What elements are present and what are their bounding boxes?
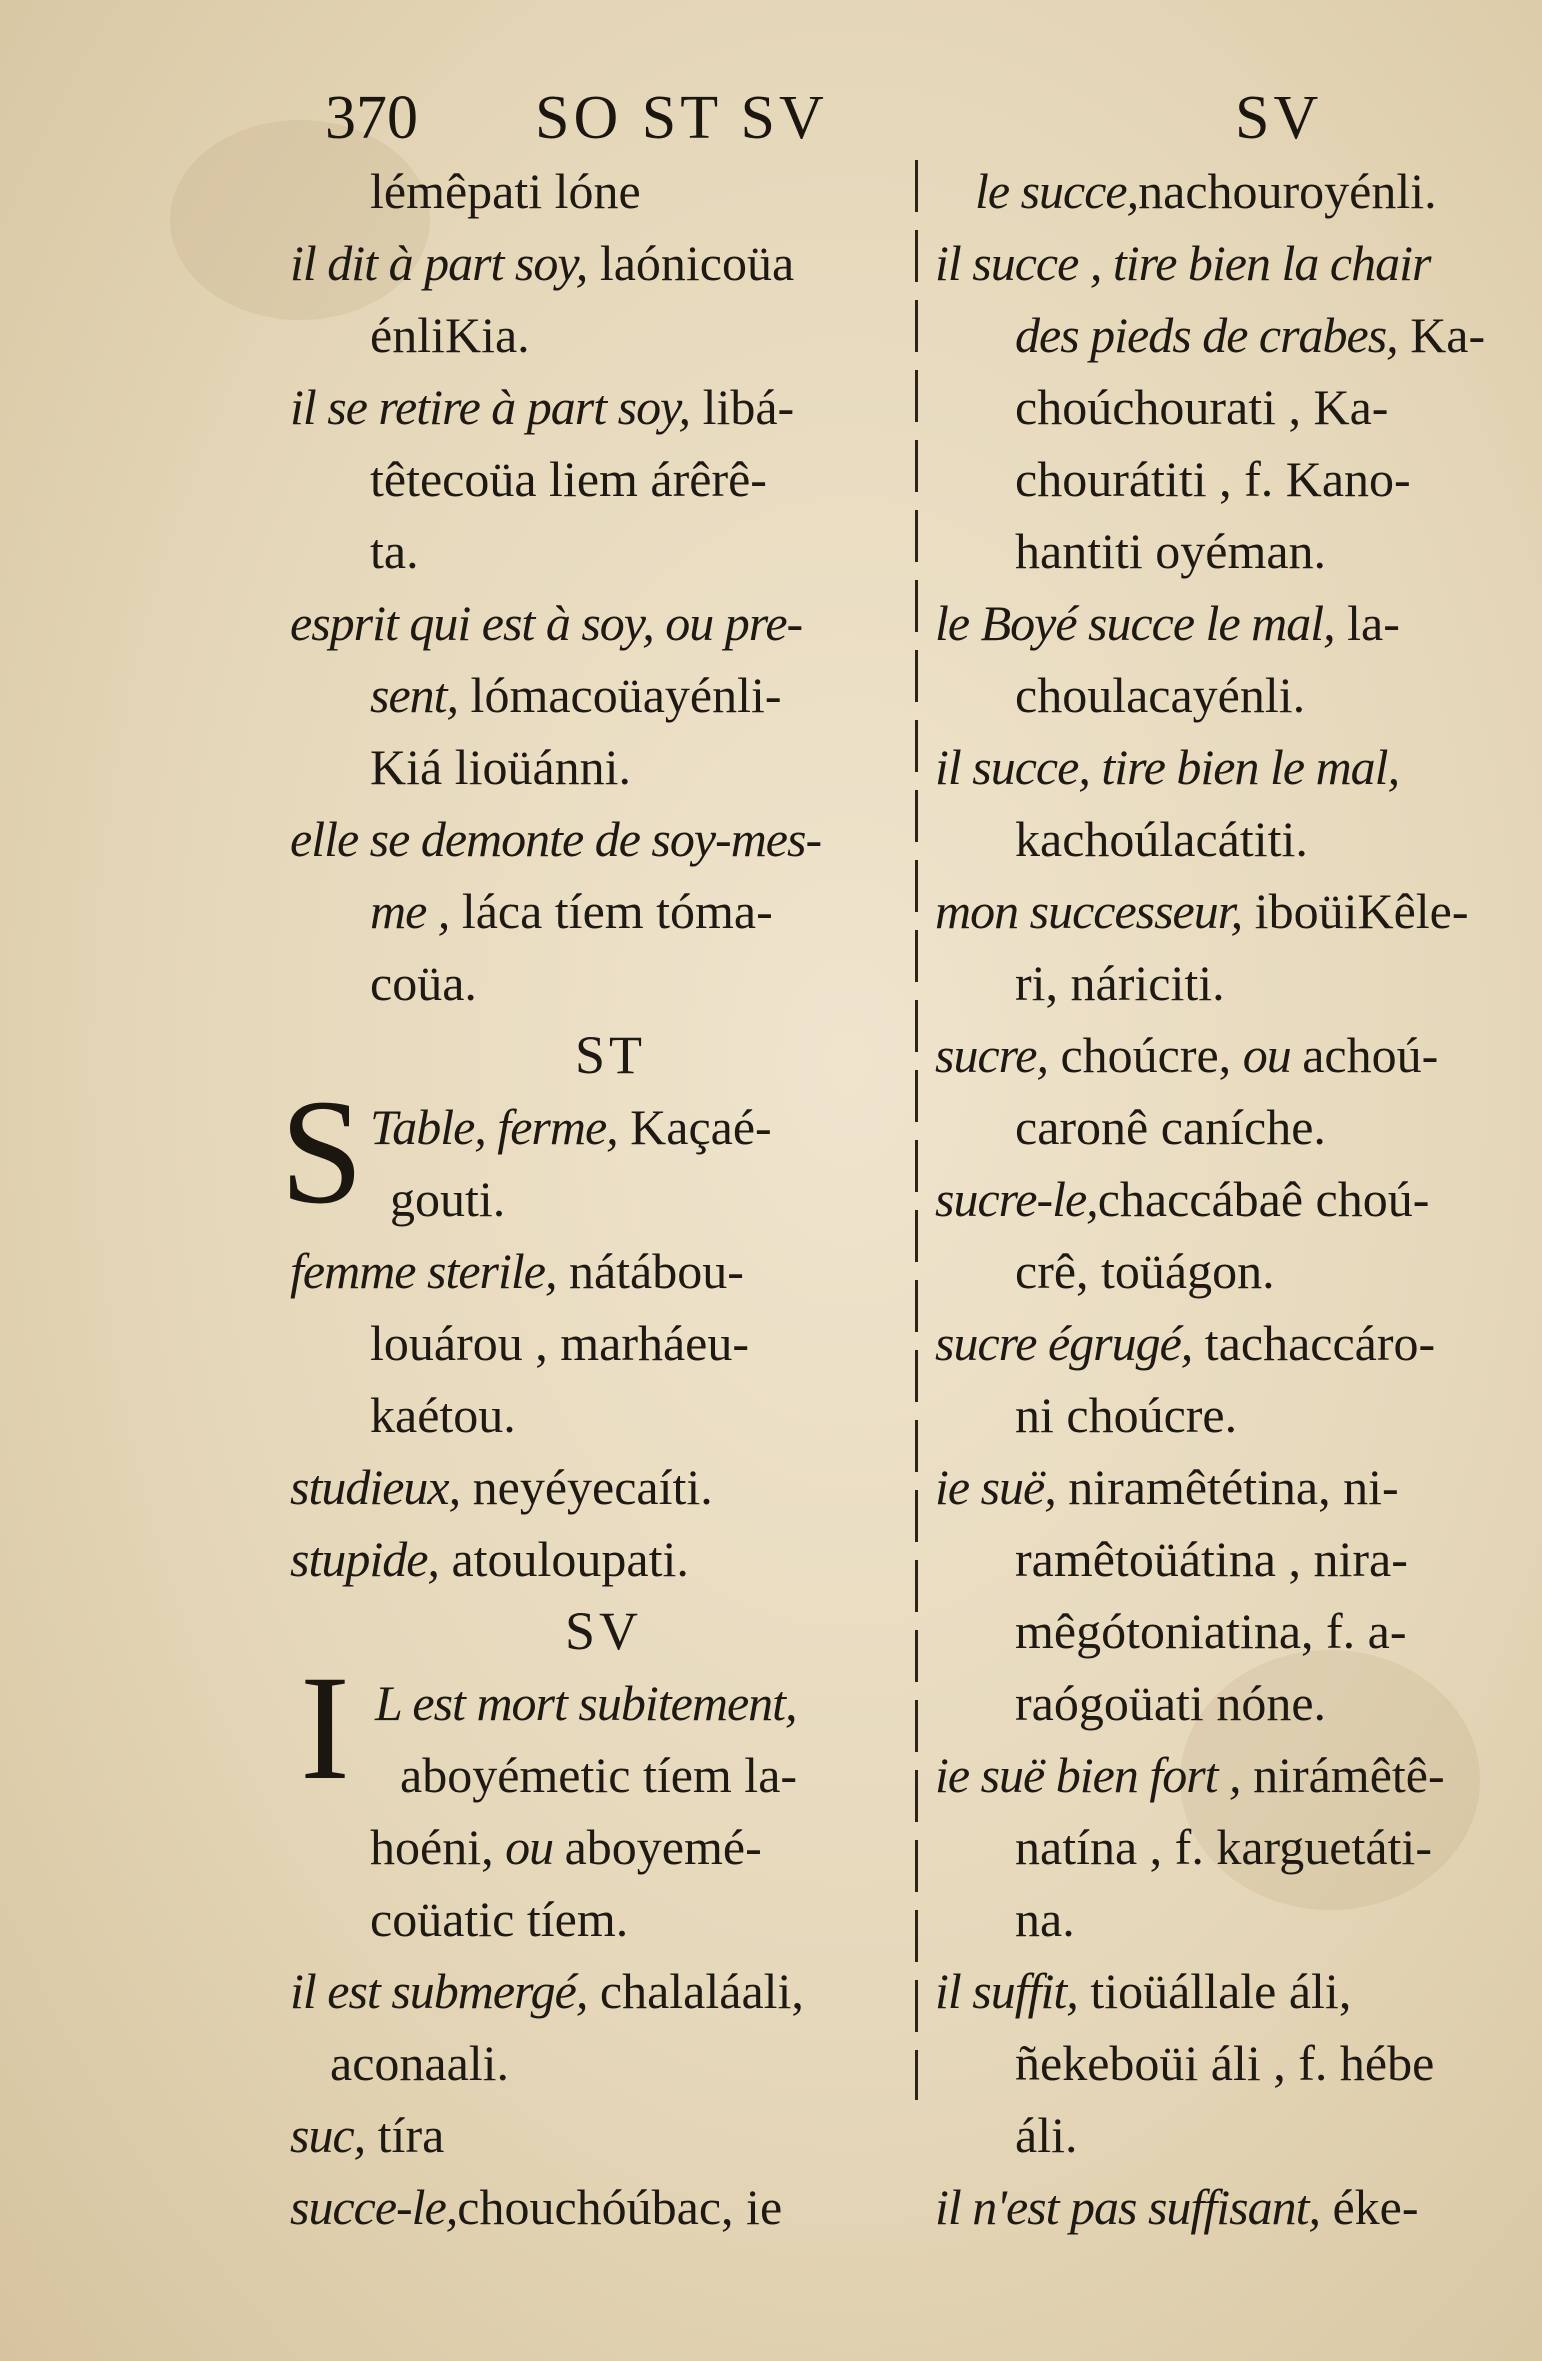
- entry-line: [935, 1595, 1542, 1667]
- st-entry: [280, 1069, 970, 1235]
- entry-line: [935, 1307, 1542, 1379]
- entry-line: [290, 1955, 970, 2027]
- entry-line: [290, 1091, 970, 1163]
- entry-line: [290, 875, 970, 947]
- left-column: [280, 155, 970, 2243]
- carib-term: laónicoüa: [587, 235, 795, 291]
- french-term: le Boyé succe le mal,: [935, 595, 1335, 651]
- french-term: me ,: [370, 883, 450, 939]
- carib-term: têtecoüa liem árêrê-: [370, 451, 767, 507]
- entry-line: [290, 2027, 970, 2099]
- carib-term: énliKia.: [370, 307, 530, 363]
- french-term: sent,: [370, 667, 459, 723]
- carib-term: lómacoüayénli-: [458, 667, 782, 723]
- right-column: [935, 155, 1542, 2243]
- carib-term: crê, toüágon.: [1015, 1243, 1275, 1299]
- entry-line: [290, 1451, 970, 1523]
- carib-term: ta.: [370, 523, 419, 579]
- entry-line: [935, 1883, 1542, 1955]
- carib-term: caronê caníche.: [1015, 1099, 1326, 1155]
- carib-term: aboyémetic tíem la-: [400, 1747, 798, 1803]
- dropcap-i: I: [300, 1645, 350, 1811]
- carib-term: neyéyecaíti.: [460, 1459, 713, 1515]
- french-term: ie suë,: [935, 1459, 1056, 1515]
- entry-line: [290, 587, 970, 659]
- french-term: Table, ferme,: [370, 1099, 618, 1155]
- french-term: sucre,: [935, 1027, 1048, 1083]
- left-running-head: SO ST SV: [535, 84, 828, 152]
- french-term: il se retire à part soy,: [290, 379, 691, 435]
- entry-line: [290, 1235, 970, 1307]
- carib-term: libá-: [690, 379, 795, 435]
- entry-line: [290, 1811, 970, 1883]
- carib-term: natína , f. karguetáti-: [1015, 1819, 1432, 1875]
- french-term: il est submergé,: [290, 1963, 588, 2019]
- entry-line: [290, 1307, 970, 1379]
- carib-term: choúcre,: [1047, 1027, 1232, 1083]
- entry-line: [935, 2027, 1542, 2099]
- entry-line: [290, 515, 970, 587]
- entry-line: [935, 1667, 1542, 1739]
- carib-term: kachoúlacátiti.: [1015, 811, 1308, 867]
- carib-term: ri, náriciti.: [1015, 955, 1225, 1011]
- entry-line: [290, 1883, 970, 1955]
- carib-term: raógoüati nóne.: [1015, 1675, 1327, 1731]
- carib-term: aboyemé-: [564, 1819, 762, 1875]
- entry-line: [935, 1163, 1542, 1235]
- french-term: il dit à part soy,: [290, 235, 588, 291]
- carib-term: choulacayénli.: [1015, 667, 1306, 723]
- entry-line: [935, 803, 1542, 875]
- carib-term: chourátiti , f. Kano-: [1015, 451, 1411, 507]
- entry-line: [935, 731, 1542, 803]
- entry-line: [290, 155, 970, 227]
- right-entries: [935, 155, 1542, 2243]
- carib-term: kaétou.: [370, 1387, 516, 1443]
- carib-term: louárou , marháeu-: [370, 1315, 750, 1371]
- entry-line: [935, 1955, 1542, 2027]
- entry-line: [935, 515, 1542, 587]
- entry-line: [290, 1667, 970, 1739]
- carib-term: chaccábaê choú-: [1097, 1171, 1430, 1227]
- entry-line: [290, 1163, 970, 1235]
- carib-term: láca tíem tóma-: [449, 883, 773, 939]
- carib-term: hoéni,: [370, 1819, 494, 1875]
- french-term: ie suë bien fort ,: [935, 1747, 1241, 1803]
- entry-line: [290, 1379, 970, 1451]
- carib-term: coüatic tíem.: [370, 1891, 629, 1947]
- entry-line: [290, 803, 970, 875]
- carib-term: la-: [1334, 595, 1400, 651]
- entry-line: [290, 443, 970, 515]
- carib-term: áli.: [1015, 2107, 1078, 2163]
- carib-term: choúchourati , Ka-: [1015, 379, 1389, 435]
- entry-line: [290, 659, 970, 731]
- entry-line: [935, 2171, 1542, 2243]
- entry-line: [935, 587, 1542, 659]
- french-term: ou: [493, 1819, 565, 1875]
- entry-line: [290, 227, 970, 299]
- entry-line: [935, 155, 1542, 227]
- entry-line: [935, 1523, 1542, 1595]
- carib-term: ramêtoüátina , nira-: [1015, 1531, 1408, 1587]
- entry-line: [935, 1379, 1542, 1451]
- right-running-head: SV: [1235, 84, 1323, 152]
- entry-line: [935, 947, 1542, 1019]
- carib-term: tioüállale áli,: [1077, 1963, 1352, 2019]
- entry-line: [290, 947, 970, 1019]
- carib-term: achoú-: [1302, 1027, 1439, 1083]
- entry-line: [290, 371, 970, 443]
- entry-line: [935, 1019, 1542, 1091]
- french-term: L est mort subitement,: [375, 1675, 797, 1731]
- french-term: sucre égrugé,: [935, 1315, 1193, 1371]
- french-term: le succe,: [975, 163, 1139, 219]
- sv-entry: [290, 1645, 970, 1811]
- section-heading-sv: SV: [565, 1601, 643, 1661]
- carib-term: Kiá lioüánni.: [370, 739, 632, 795]
- carib-term: ni choúcre.: [1015, 1387, 1238, 1443]
- french-term: il succe, tire bien le mal,: [935, 739, 1400, 795]
- carib-term: coüa.: [370, 955, 477, 1011]
- entry-line: [290, 2099, 970, 2171]
- french-term: succe-le,: [290, 2179, 458, 2235]
- entry-line: [935, 1235, 1542, 1307]
- french-term: il n'est pas suffisant,: [935, 2179, 1320, 2235]
- carib-term: nirámêtê-: [1240, 1747, 1445, 1803]
- entry-line: [935, 1739, 1542, 1811]
- entry-line: [935, 1811, 1542, 1883]
- carib-term: tachaccáro-: [1192, 1315, 1436, 1371]
- french-term: femme sterile,: [290, 1243, 557, 1299]
- entry-line: [935, 443, 1542, 515]
- carib-term: Kaçaé-: [617, 1099, 772, 1155]
- french-term: il succe , tire bien la chair: [935, 235, 1431, 291]
- carib-term: tíra: [365, 2107, 445, 2163]
- carib-term: niramêtétina, ni-: [1055, 1459, 1399, 1515]
- carib-term: ñekeboüi áli , f. hébe: [1015, 2035, 1435, 2091]
- french-term: des pieds de crabes,: [1015, 307, 1398, 363]
- page-number: 370: [325, 84, 418, 152]
- entry-line: [290, 731, 970, 803]
- carib-term: éke-: [1319, 2179, 1419, 2235]
- carib-term: na.: [1015, 1891, 1075, 1947]
- carib-term: mêgótoniatina, f. a-: [1015, 1603, 1407, 1659]
- french-term: suc,: [290, 2107, 366, 2163]
- left-entries: [290, 155, 970, 1019]
- carib-term: Ka-: [1397, 307, 1486, 363]
- section-heading-st: ST: [575, 1025, 647, 1085]
- carib-term: nátábou-: [556, 1243, 744, 1299]
- carib-term: lémêpati lóne: [370, 163, 641, 219]
- french-term: stupide,: [290, 1531, 439, 1587]
- french-term: mon successeur,: [935, 883, 1243, 939]
- french-term: studieux,: [290, 1459, 461, 1515]
- carib-term: iboüiKêle-: [1242, 883, 1469, 939]
- entry-line: [935, 227, 1542, 299]
- running-header: [0, 78, 1542, 158]
- entry-line: [935, 1091, 1542, 1163]
- entry-line: [290, 2171, 970, 2243]
- entry-line: [935, 659, 1542, 731]
- entry-line: [290, 1523, 970, 1595]
- carib-term: chalaláali,: [587, 1963, 804, 2019]
- french-term: sucre-le,: [935, 1171, 1098, 1227]
- left-entries: [290, 1811, 970, 2243]
- entry-line: [290, 299, 970, 371]
- carib-term: atouloupati.: [438, 1531, 689, 1587]
- french-term: il suffit,: [935, 1963, 1078, 2019]
- french-term: elle se demonte de soy-mes-: [290, 811, 822, 867]
- dropcap-s: S: [280, 1069, 364, 1235]
- carib-term: hantiti oyéman.: [1015, 523, 1327, 579]
- entry-line: [935, 875, 1542, 947]
- left-entries: [290, 1235, 970, 1595]
- entry-line: [935, 299, 1542, 371]
- entry-line: [935, 1451, 1542, 1523]
- entry-line: [290, 1739, 970, 1811]
- carib-term: nachouroyénli.: [1138, 163, 1437, 219]
- french-term: ou: [1231, 1027, 1303, 1083]
- carib-term: chouchóúbac, ie: [457, 2179, 783, 2235]
- carib-term: aconaali.: [330, 2035, 510, 2091]
- entry-line: [935, 371, 1542, 443]
- carib-term: gouti.: [390, 1171, 506, 1227]
- entry-line: [935, 2099, 1542, 2171]
- french-term: esprit qui est à soy, ou pre-: [290, 595, 803, 651]
